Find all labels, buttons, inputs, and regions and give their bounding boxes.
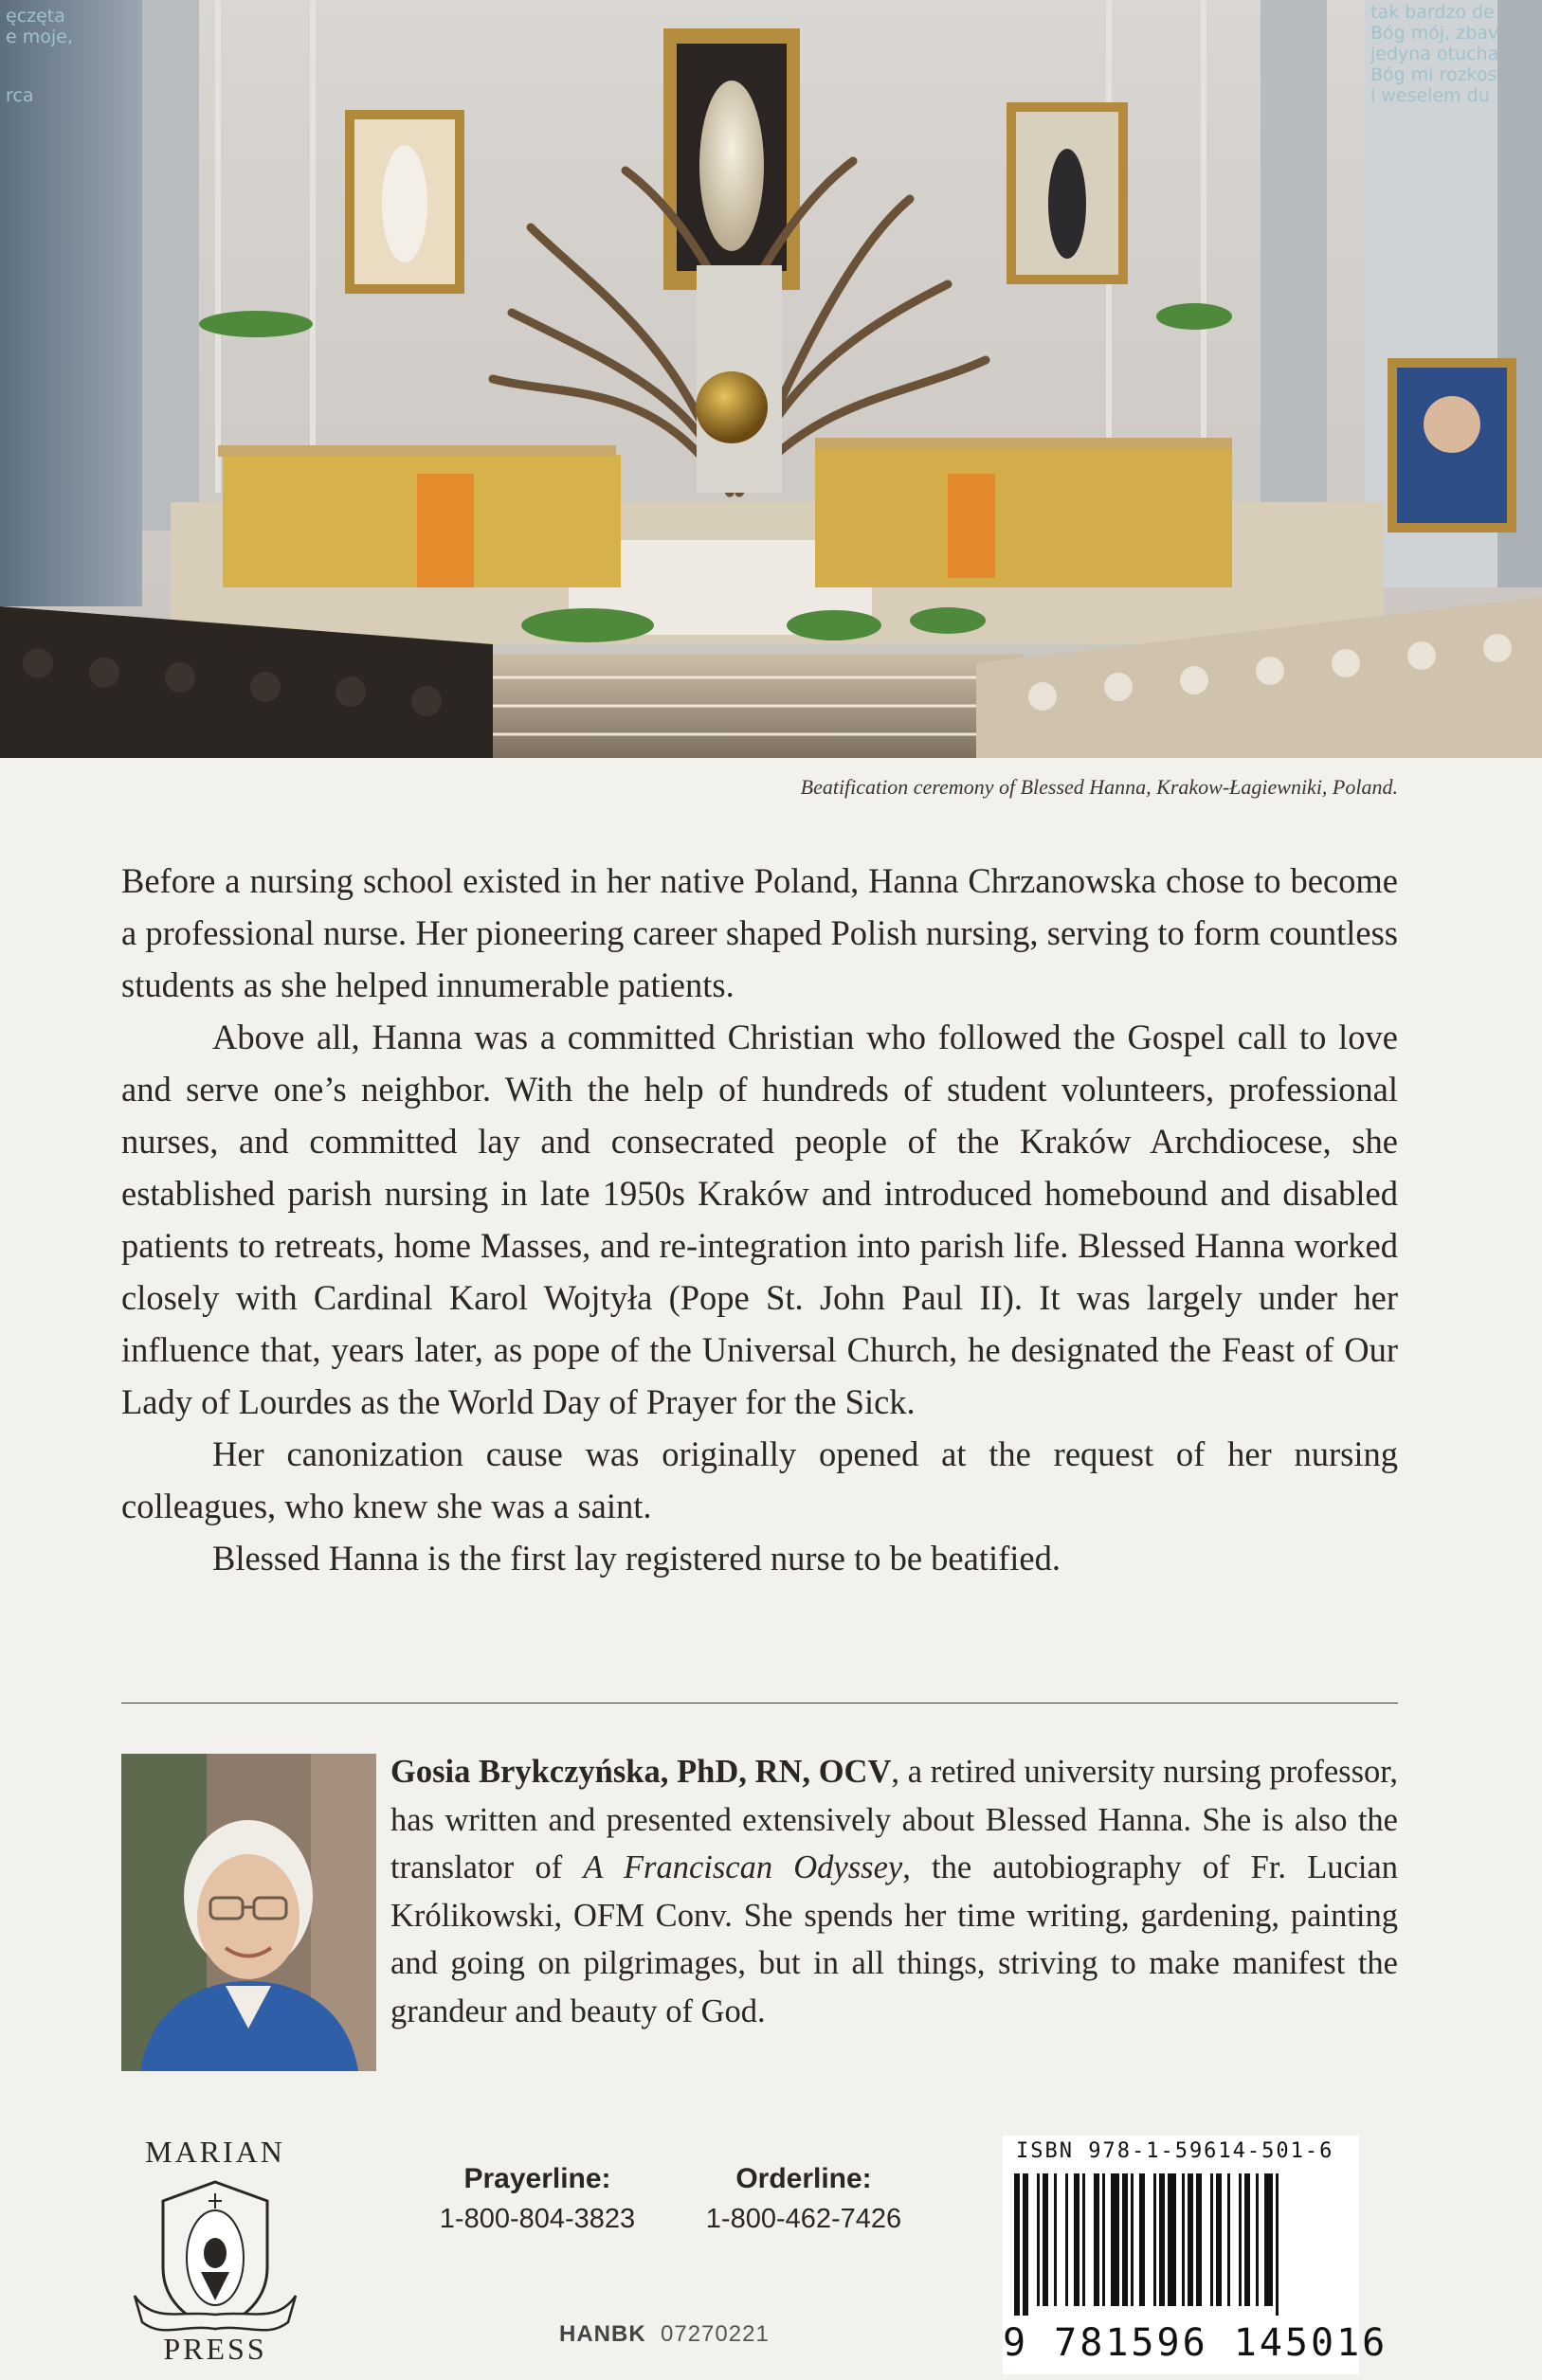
barcode-bar (1244, 2173, 1250, 2306)
product-code-number: 07270221 (661, 2321, 770, 2347)
barcode-bar (1276, 2173, 1279, 2316)
product-code (559, 2321, 770, 2348)
barcode-bar (1014, 2173, 1020, 2316)
barcode-bar (1159, 2173, 1165, 2306)
description-paragraph-3: Her canonization cause was originally opened at the request of her nursing colleagues, who knew she was a saint. (121, 1434, 1398, 1525)
marian-press-logo (125, 2135, 305, 2367)
isbn-label: ISBN 978-1-59614-501-6 (1016, 2139, 1334, 2163)
barcode-bar (1122, 2173, 1128, 2306)
author-name: Gosia Brykczyńska, PhD, RN, OCV (390, 1754, 892, 1790)
author-bio-text: , a retired university nursing professor, has written and presented extensively about Blessed Hanna. She is also the translator of (390, 1754, 1398, 1885)
barcode-bar (1065, 2173, 1068, 2306)
photo-caption: Beatification ceremony of Blessed Hanna, Krakow-Łagiewniki, Poland. (800, 775, 1398, 799)
author-portrait-illustration (121, 1754, 376, 2071)
barcode-bar (1239, 2173, 1242, 2306)
photo-overlay-right (1370, 2, 1498, 106)
barcode-bar (1196, 2173, 1202, 2306)
barcode-bar (1037, 2173, 1040, 2306)
barcode-number: 9 781596 145016 (1003, 2321, 1388, 2365)
photo-overlay-left (6, 6, 73, 106)
barcode-bar (1074, 2173, 1079, 2306)
prayerline-label: Prayerline: (463, 2163, 611, 2194)
barcode-bar (1111, 2173, 1119, 2306)
description-paragraph-1: Before a nursing school existed in her native Poland, Hanna Chrzanowska chose to become a professional nurse. Her pioneering career shaped Polish nursing, serving to form countless students as she helped innumerable patients. (121, 861, 1398, 1004)
book-description (121, 855, 1398, 1584)
barcode-bar (1168, 2173, 1176, 2306)
prayerline-contact (422, 2160, 653, 2240)
orderline-contact (684, 2160, 923, 2240)
overlay-line: tak bardzo de (1370, 2, 1495, 23)
beatification-photo (0, 0, 1542, 758)
author-photo (121, 1754, 376, 2071)
barcode-bar (1264, 2173, 1273, 2306)
description-paragraph-2: Above all, Hanna was a committed Christian who followed the Gospel call to love and serve one’s neighbor. With the help of hundreds of student volunteers, professional nurses, and committed lay and consecrated people of the Kraków Archdiocese, she established parish nursing in late 1950s Kraków and introduced homebound and disabled patients to retreats, home Masses, and re-integration into parish life. Blessed Hanna worked closely with Cardinal Karol Wojtyła (Pope St. John Paul II). It was largely under her influence that, years later, as pope of the Universal Church, he designated the Feast of Our Lady of Lourdes as the World Day of Prayer for the Sick. (121, 1018, 1398, 1421)
author-bio-text: , the autobiography of Fr. Lucian Królikowski, OFM Conv. She spends her time writing, gardening, painting and going on pilgrimages, but in all things, striving to make manifest the grandeur and beauty of God. (390, 1849, 1398, 2029)
product-code-prefix: HANBK (559, 2321, 646, 2347)
overlay-line: jedyna otucha (1370, 44, 1499, 64)
orderline-label: Orderline: (735, 2163, 872, 2194)
barcode-bar (1082, 2173, 1085, 2306)
barcode-bar (1139, 2173, 1145, 2306)
barcode-bar (1131, 2173, 1134, 2306)
description-paragraph-4: Blessed Hanna is the first lay registered nurse to be beatified. (212, 1539, 1061, 1578)
overlay-line: ęczęta (6, 6, 65, 27)
barcode-bar (1043, 2173, 1048, 2306)
section-divider (121, 1703, 1398, 1704)
overlay-line: rca (6, 85, 34, 106)
barcode-bar (1023, 2173, 1028, 2316)
barcode-bar (1153, 2173, 1156, 2306)
author-bio (390, 1748, 1398, 2035)
orderline-number: 1-800-462-7426 (705, 2204, 902, 2234)
logo-word-top: MARIAN (145, 2135, 285, 2169)
barcode-bar (1054, 2173, 1057, 2306)
barcode-bar (1256, 2173, 1259, 2306)
barcode-bar (1210, 2173, 1213, 2306)
overlay-line: Bóg mi rozkos (1370, 64, 1497, 85)
prayerline-number: 1-800-804-3823 (439, 2204, 636, 2234)
barcode-bars (1014, 2173, 1348, 2316)
barcode-bar (1094, 2173, 1099, 2306)
barcode-bar (1188, 2173, 1193, 2306)
author-book-title: A Franciscan Odyssey (583, 1849, 903, 1885)
overlay-line: Bóg mój, zbav (1370, 23, 1499, 44)
isbn-barcode (1003, 2136, 1388, 2374)
barcode-bar (1102, 2173, 1105, 2306)
overlay-line: e moje, (6, 27, 73, 47)
photo-illustration (0, 0, 1542, 758)
barcode-bar (1182, 2173, 1185, 2306)
barcode-bar (1216, 2173, 1222, 2306)
overlay-line: i weselem du (1370, 85, 1490, 106)
logo-word-bottom: PRESS (163, 2332, 267, 2366)
barcode-bar (1227, 2173, 1230, 2306)
